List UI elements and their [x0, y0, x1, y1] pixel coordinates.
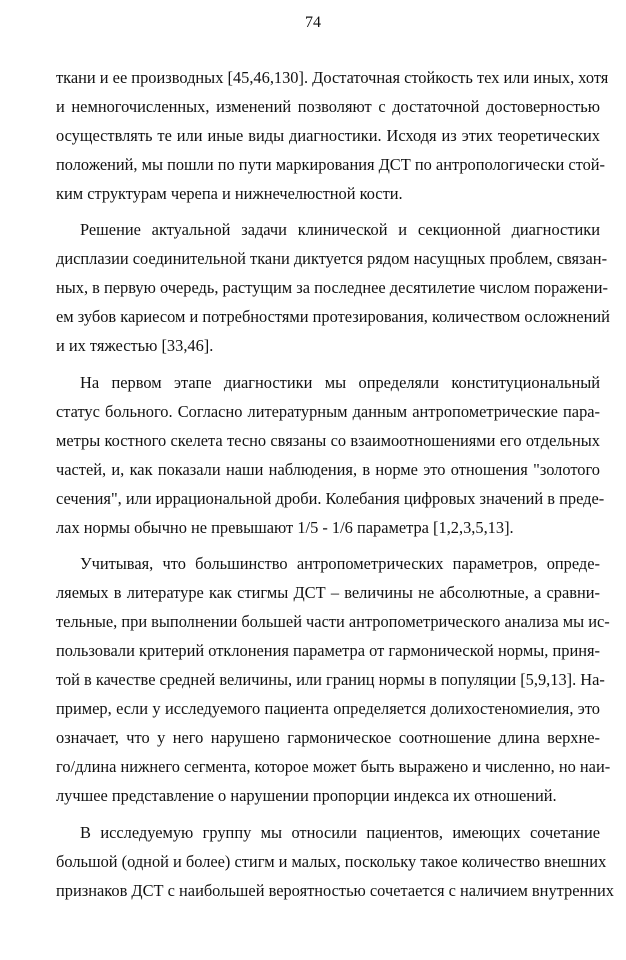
paragraph-4-line-8: го/длина нижнего сегмента, которое может быть выражено и численно, но наи-	[56, 757, 611, 776]
page-number: 74	[305, 14, 321, 31]
paragraph-5-line-2: большой (одной и более) стигм и малых, поскольку такое количество внешних	[56, 852, 607, 871]
paragraph-4-line-1: Учитывая, что большинство антропометрических параметров, опреде-	[80, 554, 600, 573]
paragraph-4-line-2: ляемых в литературе как стигмы ДСТ – величины не абсолютные, а сравни-	[56, 583, 600, 602]
paragraph-1-line-1: ткани и ее производных [45,46,130]. Достаточная стойкость тех или иных, хотя	[56, 68, 609, 87]
paragraph-2-line-3: ных, в первую очередь, растущим за последнее десятилетие числом поражени-	[56, 278, 608, 297]
paragraph-3-line-3: метры костного скелета тесно связаны со взаимоотношениями его отдельных	[56, 431, 600, 450]
paragraph-1-line-5: ким структурам черепа и нижнечелюстной кости.	[56, 184, 403, 203]
paragraph-3-line-6: лах нормы обычно не превышают 1/5 - 1/6 параметра [1,2,3,5,13].	[56, 518, 514, 537]
paragraph-2-line-2: дисплазии соединительной ткани диктуется рядом насущных проблем, связан-	[56, 249, 608, 268]
paragraph-4-line-5: той в качестве средней величины, или границ нормы в популяции [5,9,13]. На-	[56, 670, 605, 689]
paragraph-4-line-6: пример, если у исследуемого пациента определяется долихостеномиелия, это	[56, 699, 600, 718]
paragraph-1-line-3: осуществлять те или иные виды диагностики. Исходя из этих теоретических	[56, 126, 600, 145]
paragraph-5-line-1: В исследуемую группу мы относили пациентов, имеющих сочетание	[80, 823, 600, 842]
paragraph-2-line-4: ем зубов кариесом и потребностями протезирования, количеством осложнений	[56, 307, 610, 326]
paragraph-4-line-9: лучшее представление о нарушении пропорции индекса их отношений.	[56, 786, 557, 805]
paragraph-1-line-4: положений, мы пошли по пути маркирования ДСТ по антропологически стой-	[56, 155, 606, 174]
paragraph-2-line-5: и их тяжестью [33,46].	[56, 336, 214, 355]
paragraph-4-line-3: тельные, при выполнении большей части антропометрического анализа мы ис-	[56, 612, 610, 631]
paragraph-5-line-3: признаков ДСТ с наибольшей вероятностью сочетается с наличием внутренних	[56, 881, 614, 900]
paragraph-4-line-7: означает, что у него нарушено гармоническое соотношение длина верхне-	[56, 728, 600, 747]
paragraph-3-line-4: частей, и, как показали наши наблюдения, в норме это отношения "золотого	[56, 460, 600, 479]
paragraph-2-line-1: Решение актуальной задачи клинической и секционной диагностики	[80, 220, 600, 239]
paragraph-3-line-2: статус больного. Согласно литературным данным антропометрические пара-	[56, 402, 600, 421]
paragraph-3-line-1: На первом этапе диагностики мы определяли конституциональный	[80, 373, 600, 392]
paragraph-1-line-2: и немногочисленных, изменений позволяют с достаточной достоверностью	[56, 97, 600, 116]
paragraph-4-line-4: пользовали критерий отклонения параметра от гармонической нормы, приня-	[56, 641, 600, 660]
paragraph-3-line-5: сечения", или иррациональной дроби. Колебания цифровых значений в преде-	[56, 489, 605, 508]
